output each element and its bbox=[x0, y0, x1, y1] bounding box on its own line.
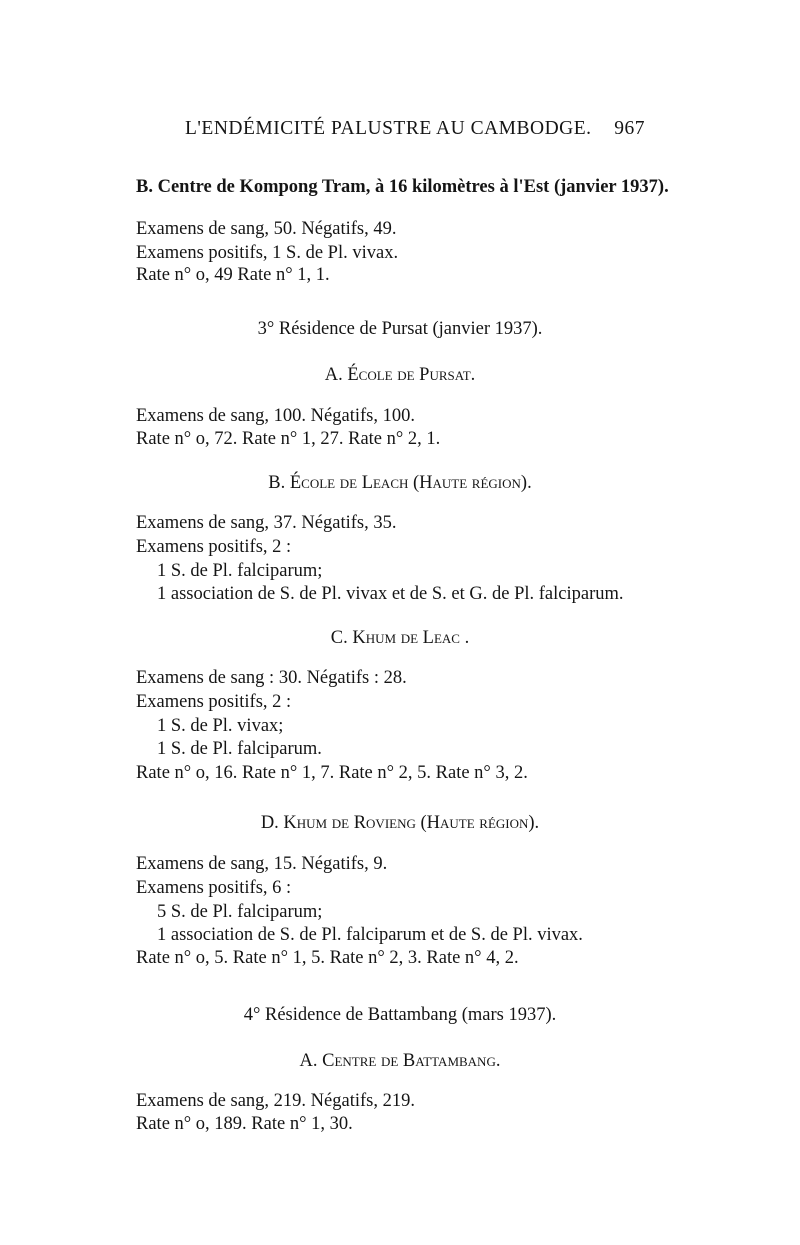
page-number: 967 bbox=[614, 118, 645, 139]
text-line: Rate n° o, 189. Rate n° 1, 30. bbox=[136, 1114, 353, 1134]
text-line: Rate n° o, 72. Rate n° 1, 27. Rate n° 2, 1. bbox=[136, 429, 441, 449]
text-line: Examens de sang : 30. Négatifs : 28. bbox=[136, 668, 407, 688]
subsection-heading-centre-battambang: A. Centre de Battambang. bbox=[299, 1051, 501, 1071]
subsection-heading-khum-rovieng: D. Khum de Rovieng (Haute région). bbox=[260, 813, 540, 833]
text-line: Rate n° o, 16. Rate n° 1, 7. Rate n° 2, 5. Rate n° 3, 2. bbox=[136, 763, 528, 783]
text-line: Examens positifs, 2 : bbox=[136, 537, 292, 557]
running-title: L'ENDÉMICITÉ PALUSTRE AU CAMBODGE. bbox=[185, 118, 592, 139]
text-line: Examens de sang, 100. Négatifs, 100. bbox=[136, 406, 415, 426]
section-heading-pursat: 3° Résidence de Pursat (janvier 1937). bbox=[257, 319, 543, 339]
section-heading-kompong-tram: B. Centre de Kompong Tram, à 16 kilomètres à l'Est (janvier 1937). bbox=[136, 177, 669, 197]
text-line: 1 S. de Pl. falciparum. bbox=[157, 739, 322, 759]
text-line: Examens positifs, 1 S. de Pl. vivax. bbox=[136, 243, 399, 263]
text-line: Examens positifs, 2 : bbox=[136, 692, 292, 712]
text-line: Examens de sang, 50. Négatifs, 49. bbox=[136, 219, 397, 239]
subsection-heading-ecole-leach: B. École de Leach (Haute région). bbox=[268, 473, 532, 493]
text-line: Examens de sang, 15. Négatifs, 9. bbox=[136, 854, 388, 874]
text-line: 1 S. de Pl. falciparum; bbox=[157, 561, 323, 581]
subsection-heading-khum-leac: C. Khum de Leac . bbox=[330, 628, 470, 648]
text-line: Examens de sang, 37. Négatifs, 35. bbox=[136, 513, 397, 533]
section-heading-battambang: 4° Résidence de Battambang (mars 1937). bbox=[243, 1005, 557, 1025]
text-line: Rate n° o, 49 Rate n° 1, 1. bbox=[136, 265, 330, 285]
text-line: Examens de sang, 219. Négatifs, 219. bbox=[136, 1091, 415, 1111]
text-line: Examens positifs, 6 : bbox=[136, 878, 292, 898]
text-line: 1 association de S. de Pl. falciparum et de S. de Pl. vivax. bbox=[157, 925, 583, 945]
text-line: 1 association de S. de Pl. vivax et de S. et G. de Pl. falciparum. bbox=[157, 584, 624, 604]
text-line: Rate n° o, 5. Rate n° 1, 5. Rate n° 2, 3. Rate n° 4, 2. bbox=[136, 948, 519, 968]
subsection-heading-ecole-pursat: A. École de Pursat. bbox=[324, 365, 476, 385]
text-line: 1 S. de Pl. vivax; bbox=[157, 716, 284, 736]
text-line: 5 S. de Pl. falciparum; bbox=[157, 902, 323, 922]
